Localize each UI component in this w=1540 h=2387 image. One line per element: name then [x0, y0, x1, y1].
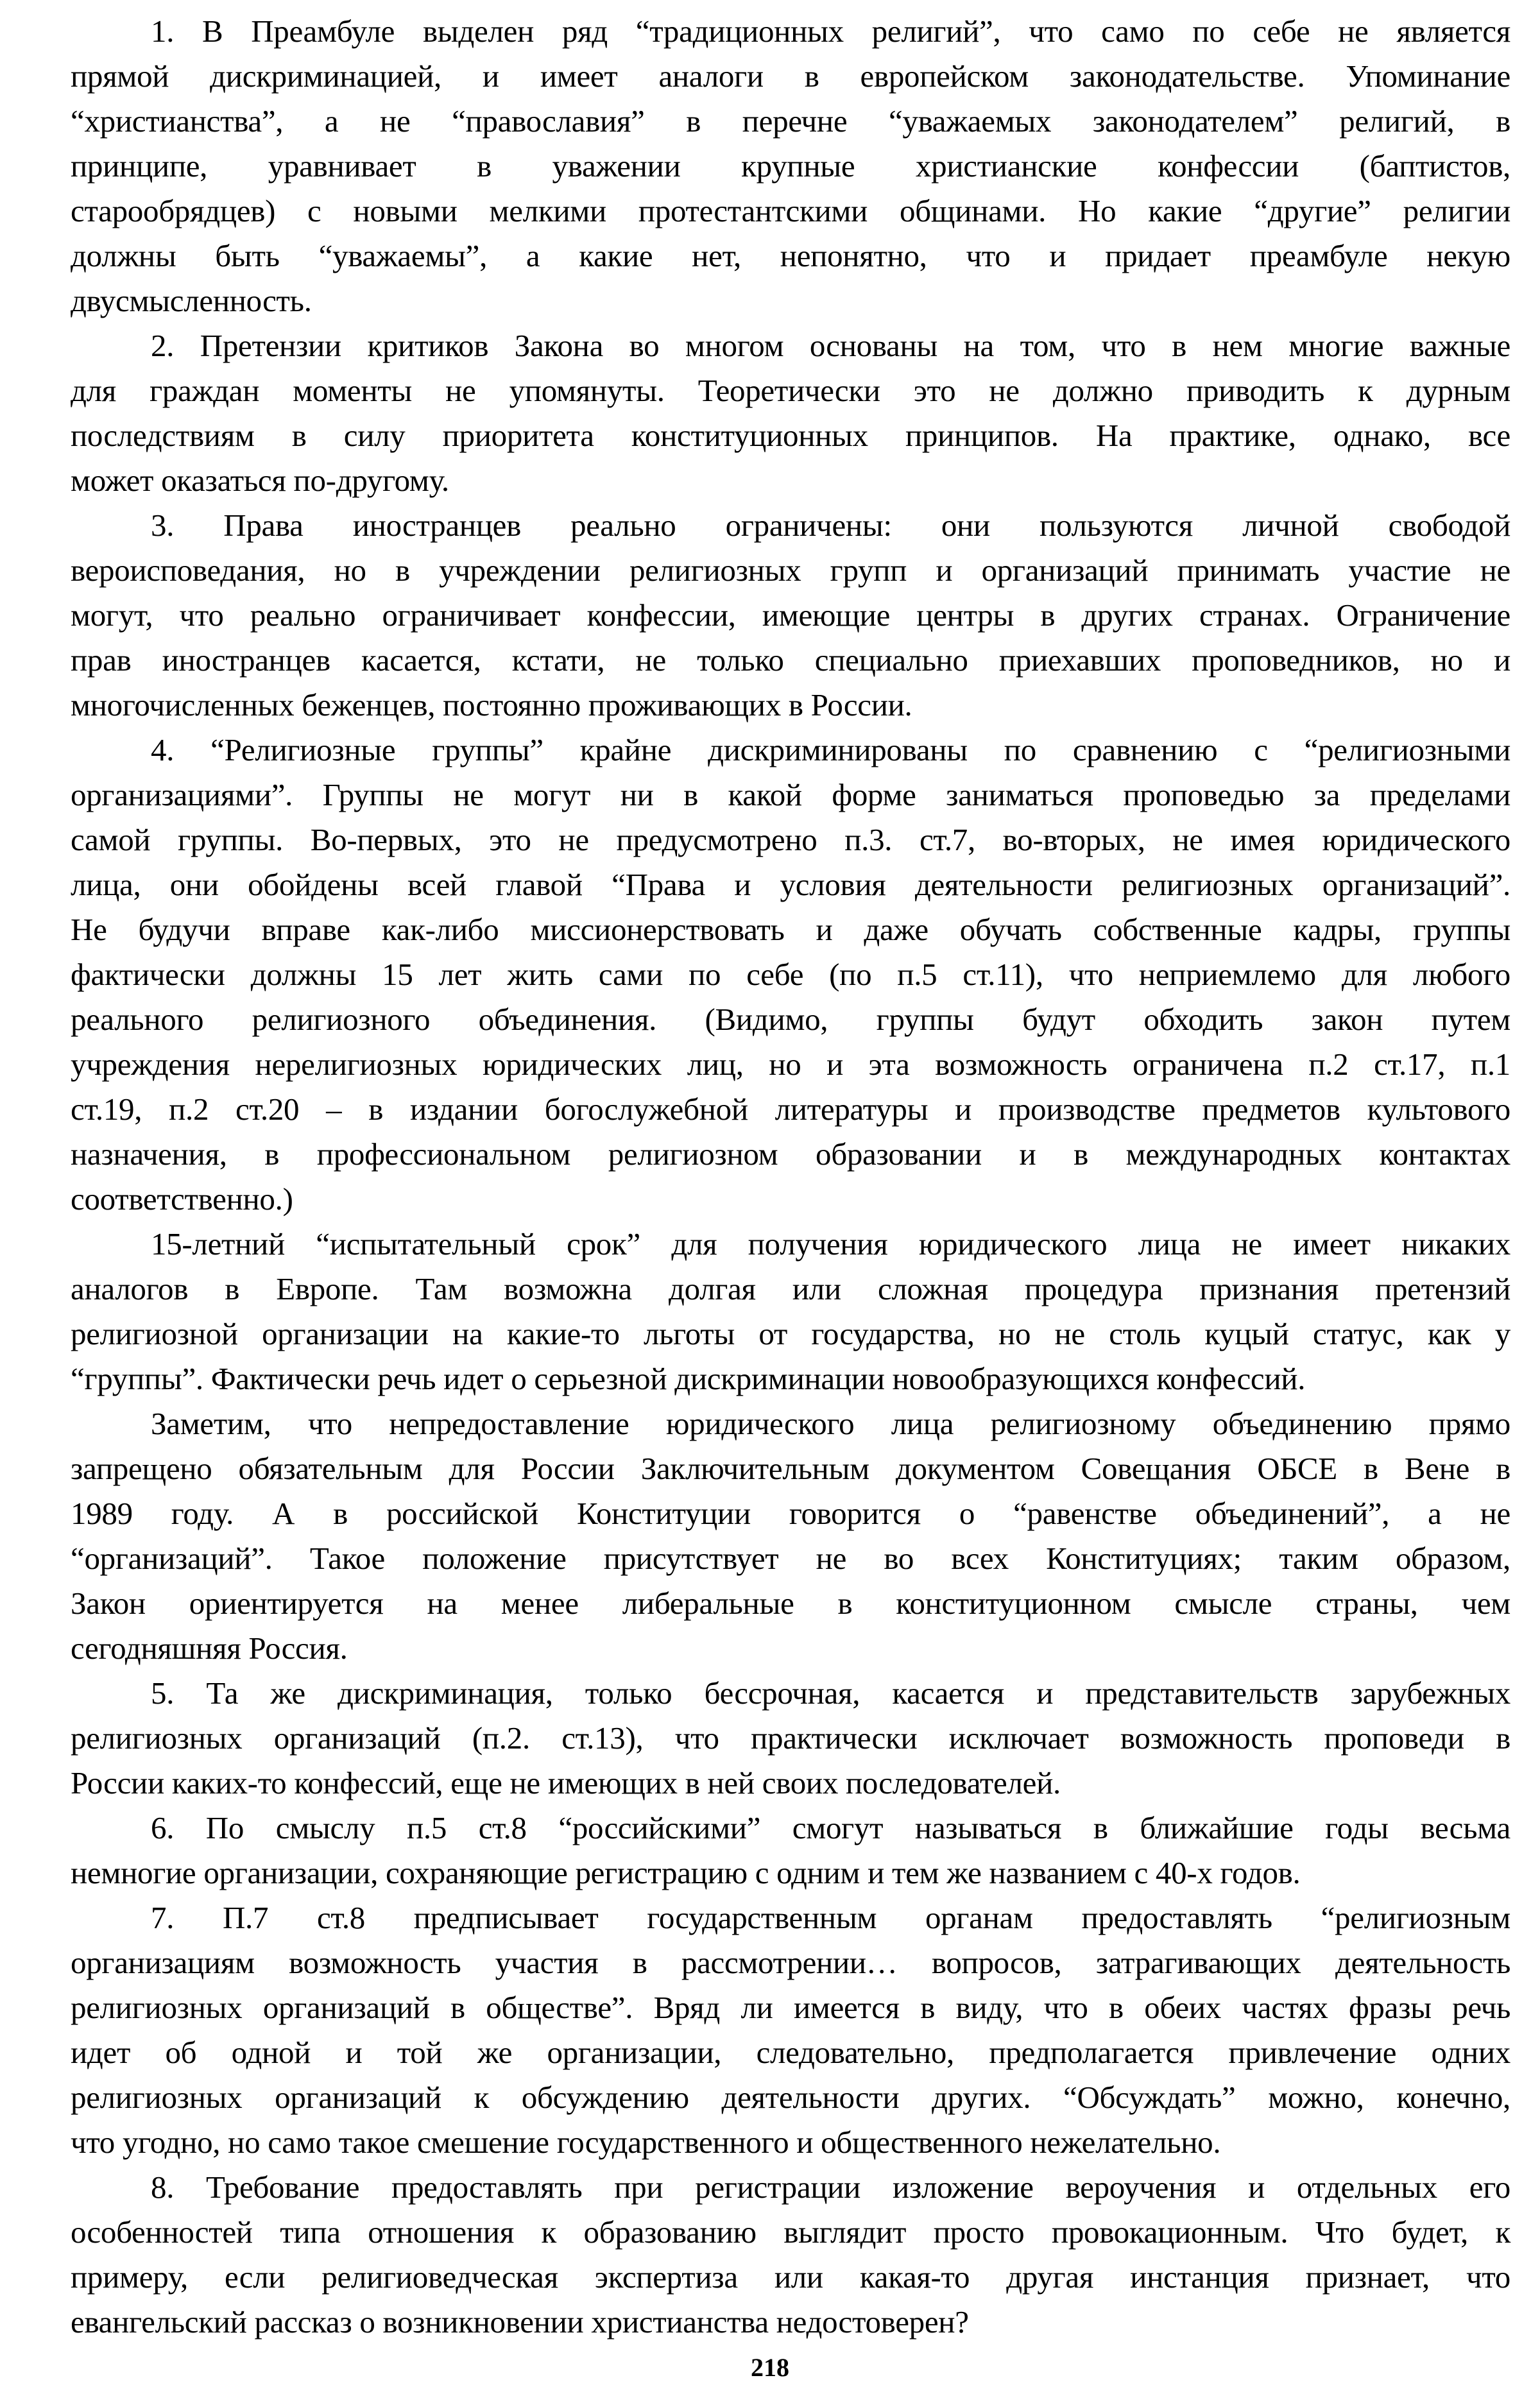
text-line: примеру, если религиоведческая экспертиза или какая-то другая инстанция признает, что — [71, 2259, 1510, 2295]
text-line: старообрядцев) с новыми мелкими протестантскими общинами. Но какие “другие” религии — [71, 193, 1510, 228]
text-line: религиозных организаций в обществе”. Вряд ли имеется в виду, что в обеих частях фразы речь — [71, 1990, 1510, 2025]
text-line: религиозных организаций (п.2. ст.13), что практически исключает возможность проповеди в — [71, 1720, 1510, 1756]
text-line: 15-летний “испытательный срок” для получения юридического лица не имеет никаких — [151, 1226, 1510, 1262]
text-line: может оказаться по-другому. — [71, 463, 449, 498]
text-line: евангельский рассказ о возникновении христианства недостоверен? — [71, 2304, 969, 2340]
paragraph — [71, 9, 1510, 323]
text-line: двусмысленность. — [71, 283, 312, 318]
text-line: соответственно.) — [71, 1181, 293, 1217]
text-line: “организаций”. Такое положение присутствует не во всех Конституциях; таким образом, — [71, 1541, 1510, 1576]
text-line: 1989 году. А в российской Конституции говорится о “равенстве объединений”, а не — [71, 1496, 1510, 1531]
text-line: вероисповедания, но в учреждении религиозных групп и организаций принимать участие не — [71, 552, 1510, 588]
text-line: ст.19, п.2 ст.20 – в издании богослужебной литературы и производстве предметов культового — [71, 1091, 1510, 1127]
text-line: России каких-то конфессий, еще не имеющих в ней своих последователей. — [71, 1765, 1061, 1801]
text-line: идет об одной и той же организации, следовательно, предполагается привлечение одних — [71, 2035, 1510, 2070]
text-line: аналогов в Европе. Там возможна долгая или сложная процедура признания претензий — [71, 1271, 1510, 1306]
text-line: Закон ориентируется на менее либеральные в конституционном смысле страны, чем — [71, 1586, 1510, 1621]
paragraph — [71, 1401, 1510, 1671]
text-line: последствиям в силу приоритета конституционных принципов. На практике, однако, все — [71, 418, 1510, 453]
text-line: 1. В Преамбуле выделен ряд “традиционных религий”, что само по себе не является — [151, 13, 1510, 49]
text-line: могут, что реально ограничивает конфессии, имеющие центры в других странах. Ограничение — [71, 597, 1510, 633]
text-line: 8. Требование предоставлять при регистрации изложение вероучения и отдельных его — [151, 2169, 1510, 2205]
text-line: учреждения нерелигиозных юридических лиц, но и эта возможность ограничена п.2 ст.17, п.1 — [71, 1047, 1510, 1082]
paragraph — [71, 728, 1510, 1222]
text-line: особенностей типа отношения к образованию выглядит просто провокационным. Что будет, к — [71, 2214, 1510, 2250]
text-line: “группы”. Фактически речь идет о серьезной дискриминации новообразующихся конфессий. — [71, 1361, 1306, 1396]
text-line: организациями”. Группы не могут ни в какой форме заниматься проповедью за пределами — [71, 777, 1510, 812]
text-line: сегодняшняя Россия. — [71, 1630, 348, 1666]
paragraph — [71, 1222, 1510, 1401]
text-line: 2. Претензии критиков Закона во многом основаны на том, что в нем многие важные — [151, 328, 1510, 363]
text-line: должны быть “уважаемы”, а какие нет, непонятно, что и придает преамбуле некую — [71, 238, 1510, 273]
text-line: что угодно, но само такое смешение государственного и общественного нежелательно. — [71, 2125, 1221, 2160]
text-line: 7. П.7 ст.8 предписывает государственным органам предоставлять “религиозным — [151, 1900, 1510, 1935]
paragraph — [71, 2165, 1510, 2345]
text-line: 5. Та же дискриминация, только бессрочная, касается и представительств зарубежных — [151, 1675, 1510, 1711]
text-line: прав иностранцев касается, кстати, не только специально приехавших проповедников, но и — [71, 642, 1510, 678]
text-line: самой группы. Во-первых, это не предусмотрено п.3. ст.7, во-вторых, не имея юридического — [71, 822, 1510, 857]
text-line: назначения, в профессиональном религиозном образовании и в международных контактах — [71, 1136, 1510, 1172]
text-line: 6. По смыслу п.5 ст.8 “российскими” смогут называться в ближайшие годы весьма — [151, 1810, 1510, 1845]
text-line: организациям возможность участия в рассмотрении… вопросов, затрагивающих деятельность — [71, 1945, 1510, 1980]
text-line: религиозных организаций к обсуждению деятельности других. “Обсуждать” можно, конечно, — [71, 2080, 1510, 2115]
text-line: принципе, уравнивает в уважении крупные христианские конфессии (баптистов, — [71, 148, 1510, 184]
text-line: запрещено обязательным для России Заключительным документом Совещания ОБСЕ в Вене в — [71, 1451, 1510, 1486]
text-line: 3. Права иностранцев реально ограничены: они пользуются личной свободой — [151, 508, 1510, 543]
text-line: немногие организации, сохраняющие регистрацию с одним и тем же названием с 40-х годов. — [71, 1855, 1301, 1890]
text-line: лица, они обойдены всей главой “Права и условия деятельности религиозных организаций”. — [71, 867, 1510, 902]
text-line: прямой дискриминацией, и имеет аналоги в европейском законодательстве. Упоминание — [71, 58, 1510, 94]
text-line: 4. “Религиозные группы” крайне дискриминированы по сравнению с “религиозными — [151, 732, 1510, 767]
text-line: для граждан моменты не упомянуты. Теоретически это не должно приводить к дурным — [71, 373, 1510, 408]
text-line: религиозной организации на какие-то льготы от государства, но не столь куцый статус, как у — [71, 1316, 1510, 1351]
text-line: фактически должны 15 лет жить сами по себе (по п.5 ст.11), что неприемлемо для любого — [71, 957, 1510, 992]
text-line: многочисленных беженцев, постоянно проживающих в России. — [71, 687, 912, 723]
page-number: 218 — [751, 2353, 789, 2382]
paragraph — [71, 323, 1510, 503]
paragraph — [71, 1671, 1510, 1806]
document-body — [71, 0, 1510, 2345]
paragraph — [71, 1806, 1510, 1895]
text-line: Заметим, что непредоставление юридического лица религиозному объединению прямо — [151, 1406, 1510, 1441]
text-line: Не будучи вправе как-либо миссионерствовать и даже обучать собственные кадры, группы — [71, 912, 1510, 947]
text-line: “христианства”, а не “православия” в перечне “уважаемых законодателем” религий, в — [71, 103, 1510, 139]
text-line: реального религиозного объединения. (Видимо, группы будут обходить закон путем — [71, 1002, 1510, 1037]
paragraph — [71, 503, 1510, 728]
paragraph — [71, 1895, 1510, 2165]
